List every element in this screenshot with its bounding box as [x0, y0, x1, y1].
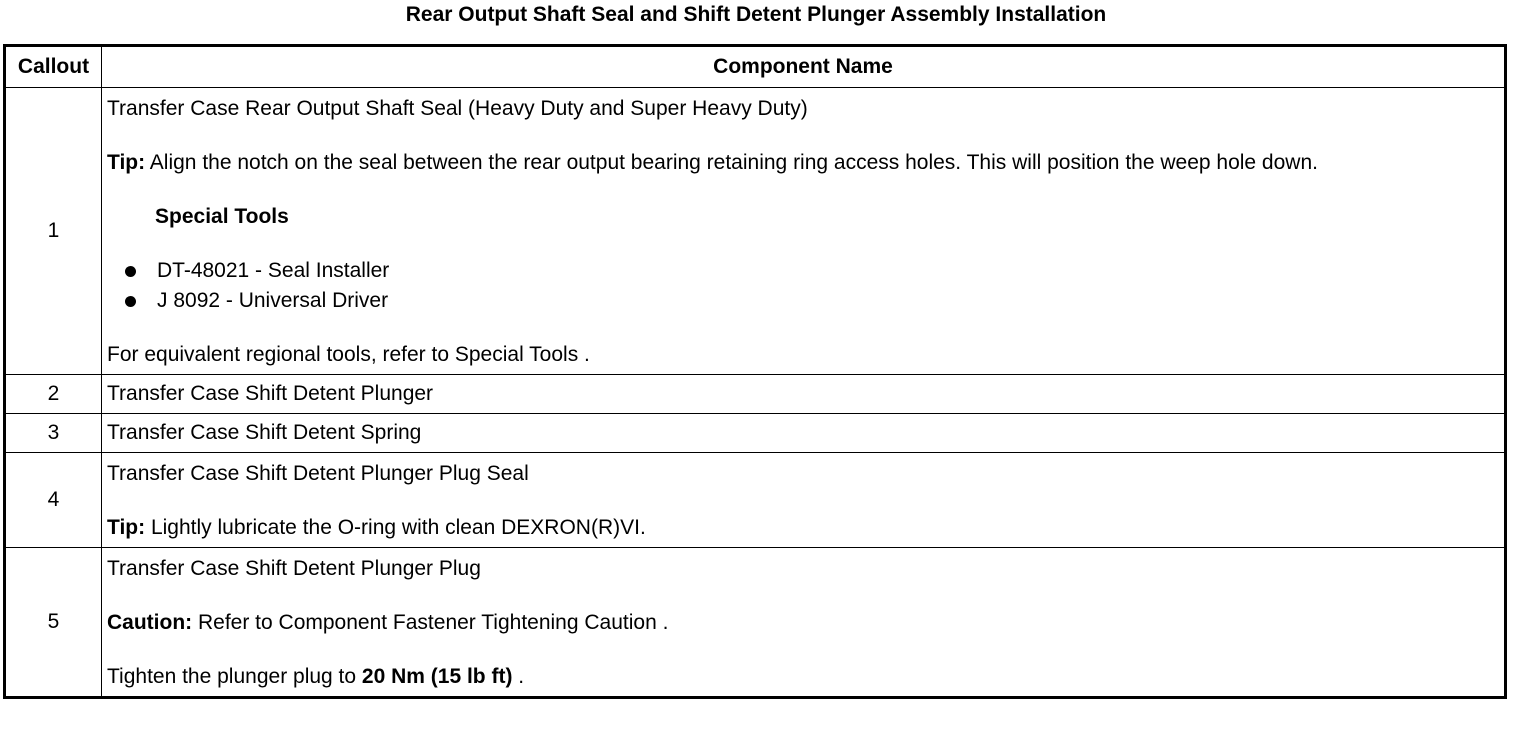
tip-paragraph — [107, 513, 1504, 543]
component-cell — [102, 548, 1506, 698]
component-cell — [102, 88, 1506, 375]
special-tools-heading: Special Tools — [155, 205, 289, 228]
caution-text: Refer to Component Fastener Tightening Caution . — [192, 611, 669, 634]
torque-prefix: Tighten the plunger plug to — [107, 665, 362, 688]
special-tools-list — [107, 256, 1504, 316]
tip-paragraph — [107, 148, 1504, 178]
tip-label: Tip: — [107, 151, 146, 174]
component-name: Transfer Case Rear Output Shaft Seal (Heavy Duty and Super Heavy Duty) — [107, 97, 808, 120]
tip-text: Align the notch on the seal between the rear output bearing retaining ring access holes. This will position the weep hole down. — [145, 151, 1318, 174]
callout-cell: 2 — [5, 375, 102, 414]
page-title: Rear Output Shaft Seal and Shift Detent Plunger Assembly Installation — [405, 3, 1107, 26]
header-row — [5, 46, 1506, 88]
component-name: Transfer Case Shift Detent Plunger Plug — [107, 557, 481, 580]
caution-paragraph — [107, 608, 1504, 638]
table-row — [5, 548, 1506, 698]
callout-cell: 1 — [5, 88, 102, 375]
callout-header: Callout — [5, 46, 102, 88]
list-item: DT-48021 - Seal Installer — [107, 256, 1504, 286]
component-table — [3, 44, 1507, 699]
component-name: Transfer Case Shift Detent Plunger — [102, 375, 1506, 414]
component-name-header: Component Name — [102, 46, 1506, 88]
callout-cell: 3 — [5, 414, 102, 453]
regional-tools-note: For equivalent regional tools, refer to Special Tools . — [107, 343, 590, 366]
table-row — [5, 375, 1506, 414]
component-name: Transfer Case Shift Detent Spring — [102, 414, 1506, 453]
component-name: Transfer Case Shift Detent Plunger Plug Seal — [107, 462, 529, 485]
torque-paragraph — [107, 662, 1504, 692]
torque-value: 20 Nm (15 lb ft) — [361, 665, 513, 688]
tip-label: Tip: — [107, 516, 146, 539]
list-item: J 8092 - Universal Driver — [107, 286, 1504, 316]
caution-label: Caution: — [107, 611, 193, 634]
table-row — [5, 88, 1506, 375]
callout-cell: 4 — [5, 453, 102, 548]
component-cell — [102, 453, 1506, 548]
tip-text: Lightly lubricate the O-ring with clean DEXRON(R)VI. — [145, 516, 646, 539]
callout-cell: 5 — [5, 548, 102, 698]
table-row — [5, 453, 1506, 548]
torque-suffix: . — [512, 665, 525, 688]
table-row — [5, 414, 1506, 453]
